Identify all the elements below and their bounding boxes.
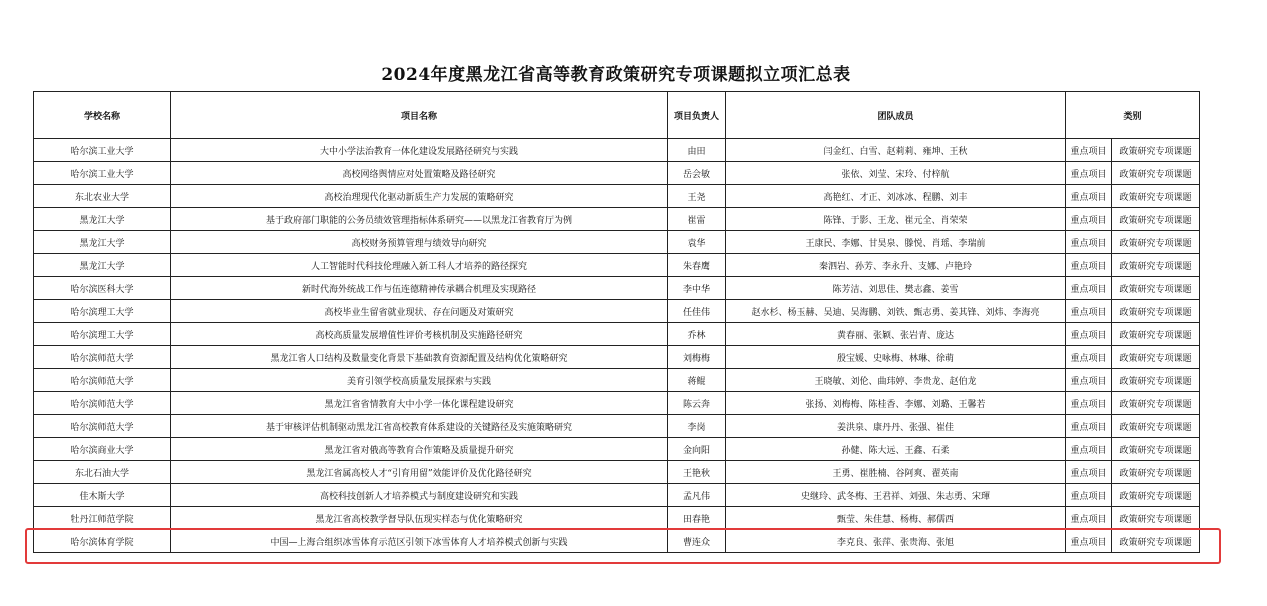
cell-type1: 重点项目 (1066, 392, 1112, 415)
cell-project: 高校高质量发展增值性评价考核机制及实施路径研究 (171, 323, 668, 346)
cell-type2: 政策研究专项课题 (1112, 300, 1200, 323)
cell-leader: 陈云奔 (668, 392, 726, 415)
cell-school: 哈尔滨工业大学 (34, 139, 171, 162)
cell-leader: 李岗 (668, 415, 726, 438)
cell-school: 黑龙江大学 (34, 254, 171, 277)
header-team: 团队成员 (726, 92, 1066, 139)
cell-project: 黑龙江省对俄高等教育合作策略及质量提升研究 (171, 438, 668, 461)
cell-team: 王晓敏、刘伦、曲玮婷、李贵龙、赵伯龙 (726, 369, 1066, 392)
cell-project: 新时代海外统战工作与伍连德精神传承耦合机理及实现路径 (171, 277, 668, 300)
cell-project: 黑龙江省人口结构及数量变化背景下基础教育资源配置及结构优化策略研究 (171, 346, 668, 369)
table-row (34, 139, 1200, 162)
cell-type1: 重点项目 (1066, 484, 1112, 507)
cell-project: 基于政府部门职能的公务员绩效管理指标体系研究——以黑龙江省教育厅为例 (171, 208, 668, 231)
cell-type2: 政策研究专项课题 (1112, 185, 1200, 208)
header-category: 类别 (1066, 92, 1200, 139)
cell-type1: 重点项目 (1066, 415, 1112, 438)
cell-school: 哈尔滨师范大学 (34, 392, 171, 415)
cell-leader: 金向阳 (668, 438, 726, 461)
cell-team: 王勇、崔胜楠、谷阿爽、翟英南 (726, 461, 1066, 484)
cell-team: 姜洪泉、康丹丹、张强、崔佳 (726, 415, 1066, 438)
cell-team: 陈芳洁、刘思佳、樊志鑫、姜雪 (726, 277, 1066, 300)
table-row (34, 507, 1200, 530)
cell-school: 哈尔滨理工大学 (34, 323, 171, 346)
cell-type1: 重点项目 (1066, 507, 1112, 530)
cell-project: 人工智能时代科技伦理融入新工科人才培养的路径探究 (171, 254, 668, 277)
cell-type2: 政策研究专项课题 (1112, 254, 1200, 277)
cell-team: 史继玲、武冬梅、王君祥、刘强、朱志勇、宋琿 (726, 484, 1066, 507)
cell-project: 高校财务预算管理与绩效导向研究 (171, 231, 668, 254)
cell-team: 赵水杉、杨玉赫、吴迪、吴海鹏、刘铁、甄志勇、姜其锋、刘炜、李海亮 (726, 300, 1066, 323)
table-row (34, 392, 1200, 415)
cell-type1: 重点项目 (1066, 231, 1112, 254)
cell-team: 张扬、刘梅梅、陈桂香、李娜、刘璐、王馨若 (726, 392, 1066, 415)
cell-leader: 乔林 (668, 323, 726, 346)
cell-type2: 政策研究专项课题 (1112, 162, 1200, 185)
cell-type1: 重点项目 (1066, 530, 1112, 553)
cell-type2: 政策研究专项课题 (1112, 231, 1200, 254)
table-row (34, 254, 1200, 277)
cell-type1: 重点项目 (1066, 300, 1112, 323)
cell-type2: 政策研究专项课题 (1112, 323, 1200, 346)
cell-type1: 重点项目 (1066, 208, 1112, 231)
cell-school: 哈尔滨师范大学 (34, 369, 171, 392)
table-row (34, 277, 1200, 300)
cell-team: 陈锋、于影、王龙、崔元全、肖荣荣 (726, 208, 1066, 231)
cell-leader: 孟凡伟 (668, 484, 726, 507)
cell-type2: 政策研究专项课题 (1112, 139, 1200, 162)
table-row (34, 208, 1200, 231)
table-row (34, 369, 1200, 392)
cell-type1: 重点项目 (1066, 461, 1112, 484)
table-row (34, 162, 1200, 185)
cell-project: 黑龙江省高校教学督导队伍现实样态与优化策略研究 (171, 507, 668, 530)
projects-table (33, 91, 1200, 553)
cell-type1: 重点项目 (1066, 346, 1112, 369)
cell-team: 孙健、陈大远、王鑫、石柔 (726, 438, 1066, 461)
table-row (34, 300, 1200, 323)
cell-leader: 刘梅梅 (668, 346, 726, 369)
table-row (34, 461, 1200, 484)
header-project: 项目名称 (171, 92, 668, 139)
cell-school: 牡丹江师范学院 (34, 507, 171, 530)
cell-leader: 王尧 (668, 185, 726, 208)
cell-project: 黑龙江省属高校人才“引育用留”效能评价及优化路径研究 (171, 461, 668, 484)
cell-school: 黑龙江大学 (34, 208, 171, 231)
cell-project: 中国—上海合组织冰雪体育示范区引领下冰雪体育人才培养模式创新与实践 (171, 530, 668, 553)
table-row (34, 323, 1200, 346)
cell-type1: 重点项目 (1066, 277, 1112, 300)
cell-type2: 政策研究专项课题 (1112, 530, 1200, 553)
cell-type2: 政策研究专项课题 (1112, 438, 1200, 461)
cell-team: 闫金红、白雪、赵莉莉、雍坤、王秋 (726, 139, 1066, 162)
page-title: 2024年度黑龙江省高等教育政策研究专项课题拟立项汇总表 (381, 65, 851, 85)
cell-type1: 重点项目 (1066, 185, 1112, 208)
cell-type1: 重点项目 (1066, 438, 1112, 461)
cell-team: 高艳红、才正、刘冰冰、程鹏、刘丰 (726, 185, 1066, 208)
cell-project: 高校毕业生留省就业现状、存在问题及对策研究 (171, 300, 668, 323)
cell-leader: 王艳秋 (668, 461, 726, 484)
cell-project: 高校网络舆情应对处置策略及路径研究 (171, 162, 668, 185)
cell-leader: 岳会敏 (668, 162, 726, 185)
cell-team: 李克良、张萍、张贵海、张旭 (726, 530, 1066, 553)
cell-type2: 政策研究专项课题 (1112, 346, 1200, 369)
cell-project: 美育引领学校高质量发展探索与实践 (171, 369, 668, 392)
cell-team: 殷宝媛、史咏梅、林琳、徐萌 (726, 346, 1066, 369)
cell-leader: 曹连众 (668, 530, 726, 553)
table-row (34, 484, 1200, 507)
cell-type2: 政策研究专项课题 (1112, 461, 1200, 484)
header-leader: 项目负责人 (668, 92, 726, 139)
cell-type2: 政策研究专项课题 (1112, 507, 1200, 530)
cell-school: 哈尔滨工业大学 (34, 162, 171, 185)
cell-type2: 政策研究专项课题 (1112, 415, 1200, 438)
cell-team: 黄春丽、张颖、张岩青、庞达 (726, 323, 1066, 346)
cell-team: 秦泗岩、孙芳、李永升、支娜、卢艳玲 (726, 254, 1066, 277)
cell-school: 东北石油大学 (34, 461, 171, 484)
cell-school: 佳木斯大学 (34, 484, 171, 507)
cell-type1: 重点项目 (1066, 254, 1112, 277)
cell-leader: 由田 (668, 139, 726, 162)
cell-type1: 重点项目 (1066, 139, 1112, 162)
table-row (34, 415, 1200, 438)
cell-project: 基于审核评估机制驱动黑龙江省高校教育体系建设的关键路径及实施策略研究 (171, 415, 668, 438)
cell-school: 哈尔滨医科大学 (34, 277, 171, 300)
cell-school: 哈尔滨师范大学 (34, 346, 171, 369)
table-row (34, 231, 1200, 254)
cell-school: 哈尔滨师范大学 (34, 415, 171, 438)
cell-type1: 重点项目 (1066, 323, 1112, 346)
table-row (34, 185, 1200, 208)
cell-type1: 重点项目 (1066, 162, 1112, 185)
cell-school: 黑龙江大学 (34, 231, 171, 254)
cell-type2: 政策研究专项课题 (1112, 277, 1200, 300)
cell-leader: 任佳伟 (668, 300, 726, 323)
cell-type2: 政策研究专项课题 (1112, 392, 1200, 415)
cell-leader: 蒋鲲 (668, 369, 726, 392)
table-row (34, 346, 1200, 369)
cell-team: 甄莹、朱佳慧、杨梅、郝儒西 (726, 507, 1066, 530)
cell-project: 大中小学法治教育一体化建设发展路径研究与实践 (171, 139, 668, 162)
cell-project: 高校治理现代化驱动新质生产力发展的策略研究 (171, 185, 668, 208)
cell-school: 东北农业大学 (34, 185, 171, 208)
table-row (34, 438, 1200, 461)
table-header-row (34, 92, 1200, 139)
cell-team: 张依、刘莹、宋玲、付梓航 (726, 162, 1066, 185)
highlight-box (25, 528, 1221, 564)
cell-project: 高校科技创新人才培养模式与制度建设研究和实践 (171, 484, 668, 507)
cell-school: 哈尔滨体育学院 (34, 530, 171, 553)
cell-type2: 政策研究专项课题 (1112, 208, 1200, 231)
header-school: 学校名称 (34, 92, 171, 139)
cell-school: 哈尔滨理工大学 (34, 300, 171, 323)
cell-type2: 政策研究专项课题 (1112, 484, 1200, 507)
cell-leader: 袁华 (668, 231, 726, 254)
cell-type1: 重点项目 (1066, 369, 1112, 392)
cell-type2: 政策研究专项课题 (1112, 369, 1200, 392)
cell-school: 哈尔滨商业大学 (34, 438, 171, 461)
cell-leader: 田春艳 (668, 507, 726, 530)
cell-team: 王康民、李娜、甘昊泉、滕悦、肖瑶、李瑞前 (726, 231, 1066, 254)
cell-leader: 朱春鹰 (668, 254, 726, 277)
cell-leader: 李中华 (668, 277, 726, 300)
cell-project: 黑龙江省省情教育大中小学一体化课程建设研究 (171, 392, 668, 415)
cell-leader: 崔雷 (668, 208, 726, 231)
